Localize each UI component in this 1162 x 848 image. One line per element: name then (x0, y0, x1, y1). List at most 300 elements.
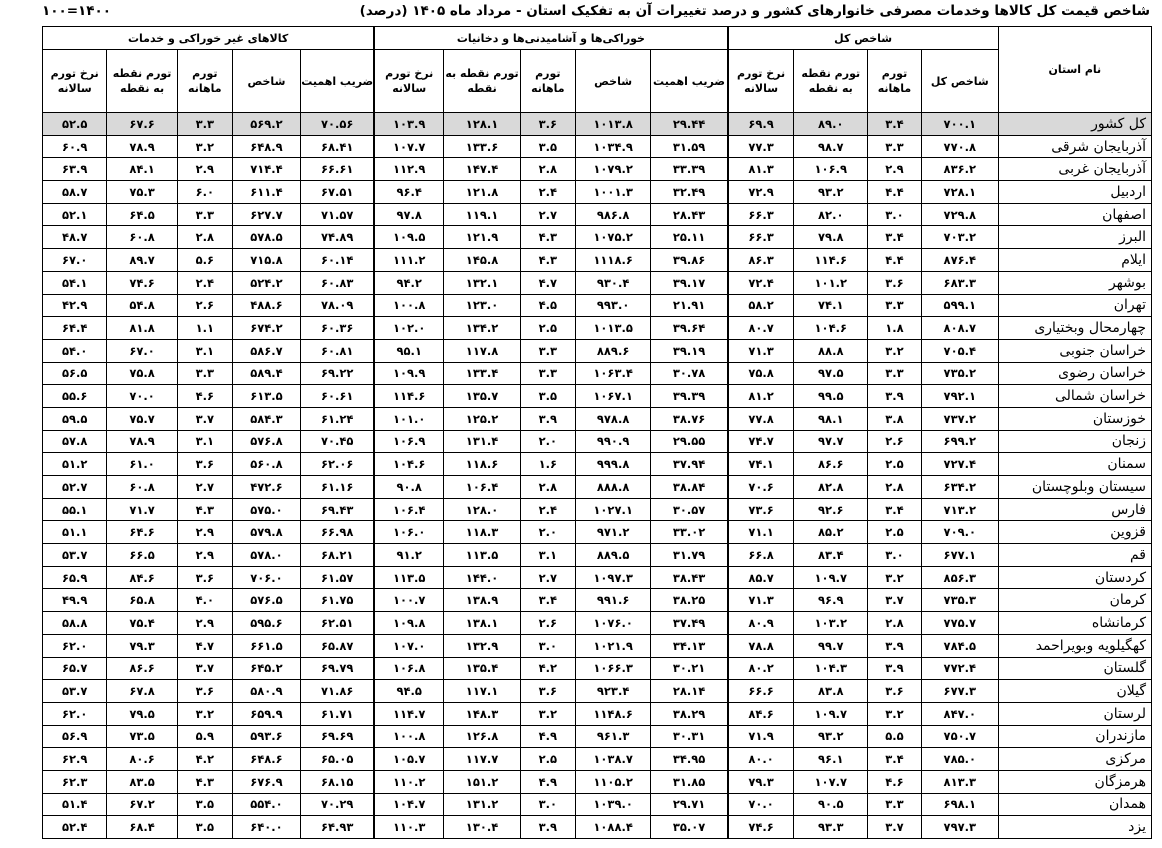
cell-overall-p2p: ۹۶.۹ (794, 589, 868, 612)
cell-food-monthly: ۳.۹ (520, 407, 575, 430)
cell-overall-annual: ۷۱.۹ (728, 725, 794, 748)
cell-nonfood-monthly: ۴.۰ (177, 589, 232, 612)
cell-overall-annual: ۷۱.۳ (728, 339, 794, 362)
cell-overall-monthly: ۳.۰ (868, 544, 922, 567)
cell-nonfood-monthly: ۴.۲ (177, 748, 232, 771)
cell-food-p2p: ۱۳۳.۴ (444, 362, 521, 385)
cell-nonfood-weight: ۶۱.۷۵ (301, 589, 375, 612)
cell-food-weight: ۳۹.۶۴ (651, 317, 728, 340)
cell-food-p2p: ۱۳۲.۱ (444, 271, 521, 294)
cell-overall-p2p: ۹۰.۵ (794, 793, 868, 816)
cell-overall-monthly: ۳.۷ (868, 816, 922, 839)
cell-food-index: ۹۷۸.۸ (575, 407, 651, 430)
cell-nonfood-p2p: ۶۵.۸ (107, 589, 177, 612)
cell-food-annual: ۱۰۳.۹ (374, 113, 443, 136)
cell-overall-p2p: ۱۰۹.۷ (794, 702, 868, 725)
cell-food-weight: ۳۹.۱۷ (651, 271, 728, 294)
cell-province-name: خراسان رضوی (998, 362, 1151, 385)
cell-food-index: ۹۹۹.۸ (575, 453, 651, 476)
cell-province-name: اردبیل (998, 181, 1151, 204)
cell-nonfood-p2p: ۶۰.۸ (107, 476, 177, 499)
cell-food-monthly: ۴.۹ (520, 770, 575, 793)
cell-overall-p2p: ۱۰۳.۲ (794, 612, 868, 635)
header-nonfood-p2p: تورم نقطه به نقطه (107, 50, 177, 113)
header-overall-p2p: تورم نقطه به نقطه (794, 50, 868, 113)
cell-food-p2p: ۱۲۸.۱ (444, 113, 521, 136)
cell-overall-p2p: ۹۷.۵ (794, 362, 868, 385)
cell-food-annual: ۱۱۰.۳ (374, 816, 443, 839)
cell-nonfood-monthly: ۳.۱ (177, 339, 232, 362)
cell-nonfood-index: ۷۱۵.۸ (232, 249, 300, 272)
cell-food-p2p: ۱۰۶.۴ (444, 476, 521, 499)
cell-overall-monthly: ۴.۴ (868, 181, 922, 204)
cell-nonfood-p2p: ۸۴.۶ (107, 566, 177, 589)
cell-food-monthly: ۳.۱ (520, 544, 575, 567)
cell-nonfood-monthly: ۵.۹ (177, 725, 232, 748)
table-row (43, 453, 1152, 476)
cell-overall-annual: ۸۰.۹ (728, 612, 794, 635)
cell-province-name: یزد (998, 816, 1151, 839)
cell-nonfood-annual: ۵۹.۵ (43, 407, 107, 430)
cell-nonfood-weight: ۷۱.۸۶ (301, 680, 375, 703)
cell-nonfood-monthly: ۲.۸ (177, 226, 232, 249)
cell-nonfood-p2p: ۶۷.۰ (107, 339, 177, 362)
cell-overall-p2p: ۸۳.۸ (794, 680, 868, 703)
cell-province-name: کهگیلویه وبویراحمد (998, 634, 1151, 657)
cell-overall-monthly: ۳.۲ (868, 566, 922, 589)
cell-overall-monthly: ۳.۳ (868, 294, 922, 317)
cell-food-p2p: ۱۲۸.۰ (444, 498, 521, 521)
cell-food-weight: ۳۷.۹۴ (651, 453, 728, 476)
cell-nonfood-p2p: ۷۵.۴ (107, 612, 177, 635)
cell-food-index: ۱۰۳۹.۰ (575, 793, 651, 816)
cell-nonfood-index: ۵۹۵.۶ (232, 612, 300, 635)
cell-nonfood-monthly: ۴.۳ (177, 498, 232, 521)
cell-food-p2p: ۱۱۸.۶ (444, 453, 521, 476)
header-nonfood-weight: ضریب اهمیت (301, 50, 375, 113)
cell-overall-index: ۷۰۵.۴ (921, 339, 998, 362)
cell-overall-annual: ۷۴.۷ (728, 430, 794, 453)
cell-food-weight: ۳۹.۸۶ (651, 249, 728, 272)
cell-food-index: ۱۰۳۸.۷ (575, 748, 651, 771)
cell-nonfood-annual: ۵۱.۲ (43, 453, 107, 476)
cell-nonfood-p2p: ۶۸.۴ (107, 816, 177, 839)
cell-overall-index: ۸۷۶.۴ (921, 249, 998, 272)
cell-food-annual: ۹۵.۱ (374, 339, 443, 362)
cell-province-name: ایلام (998, 249, 1151, 272)
cell-province-name: سیستان وبلوچستان (998, 476, 1151, 499)
cell-nonfood-monthly: ۳.۶ (177, 566, 232, 589)
cell-nonfood-p2p: ۷۳.۵ (107, 725, 177, 748)
cell-nonfood-annual: ۵۳.۷ (43, 544, 107, 567)
cell-food-p2p: ۱۳۸.۱ (444, 612, 521, 635)
cell-food-index: ۹۹۰.۹ (575, 430, 651, 453)
cell-nonfood-annual: ۵۵.۶ (43, 385, 107, 408)
cell-food-monthly: ۲.۵ (520, 317, 575, 340)
cell-overall-annual: ۷۷.۳ (728, 135, 794, 158)
cell-food-annual: ۱۰۴.۶ (374, 453, 443, 476)
cell-overall-annual: ۸۰.۰ (728, 748, 794, 771)
cell-nonfood-index: ۵۷۶.۵ (232, 589, 300, 612)
cell-food-index: ۹۸۶.۸ (575, 203, 651, 226)
cell-food-p2p: ۱۱۸.۳ (444, 521, 521, 544)
cell-food-p2p: ۱۳۵.۷ (444, 385, 521, 408)
cell-food-annual: ۱۰۷.۷ (374, 135, 443, 158)
cell-food-index: ۱۰۱۳.۸ (575, 113, 651, 136)
cell-nonfood-index: ۵۷۸.۰ (232, 544, 300, 567)
cell-overall-index: ۵۹۹.۱ (921, 294, 998, 317)
cell-overall-index: ۸۴۷.۰ (921, 702, 998, 725)
cell-nonfood-index: ۵۷۸.۵ (232, 226, 300, 249)
cell-food-monthly: ۴.۳ (520, 249, 575, 272)
cell-overall-index: ۶۷۷.۳ (921, 680, 998, 703)
cell-nonfood-annual: ۶۴.۴ (43, 317, 107, 340)
cell-food-monthly: ۳.۰ (520, 793, 575, 816)
cell-nonfood-index: ۶۱۳.۵ (232, 385, 300, 408)
cell-nonfood-monthly: ۳.۲ (177, 135, 232, 158)
cell-nonfood-weight: ۶۵.۸۷ (301, 634, 375, 657)
cell-province-name: کردستان (998, 566, 1151, 589)
cell-overall-p2p: ۸۹.۰ (794, 113, 868, 136)
cell-overall-index: ۷۲۸.۱ (921, 181, 998, 204)
cell-overall-index: ۷۹۷.۳ (921, 816, 998, 839)
cell-food-monthly: ۲.۷ (520, 203, 575, 226)
cell-overall-monthly: ۱.۸ (868, 317, 922, 340)
header-nonfood-monthly: تورم ماهانه (177, 50, 232, 113)
cell-overall-p2p: ۸۸.۸ (794, 339, 868, 362)
cell-food-monthly: ۱.۶ (520, 453, 575, 476)
table-row (43, 294, 1152, 317)
cell-nonfood-p2p: ۶۷.۶ (107, 113, 177, 136)
cell-food-weight: ۲۹.۷۱ (651, 793, 728, 816)
cell-nonfood-monthly: ۴.۶ (177, 385, 232, 408)
cell-food-index: ۹۹۱.۶ (575, 589, 651, 612)
cell-nonfood-weight: ۷۰.۴۵ (301, 430, 375, 453)
cell-nonfood-index: ۶۵۹.۹ (232, 702, 300, 725)
cell-overall-index: ۸۳۶.۲ (921, 158, 998, 181)
cell-overall-p2p: ۹۸.۷ (794, 135, 868, 158)
cell-nonfood-weight: ۶۰.۸۳ (301, 271, 375, 294)
cell-overall-annual: ۷۸.۸ (728, 634, 794, 657)
cell-food-weight: ۳۵.۰۷ (651, 816, 728, 839)
cell-overall-index: ۷۲۷.۴ (921, 453, 998, 476)
cell-food-index: ۱۰۸۸.۴ (575, 816, 651, 839)
cell-food-index: ۱۱۰۵.۲ (575, 770, 651, 793)
cell-food-index: ۱۰۹۷.۳ (575, 566, 651, 589)
cell-food-annual: ۹۴.۵ (374, 680, 443, 703)
cell-nonfood-index: ۶۲۷.۷ (232, 203, 300, 226)
header-nonfood-annual: نرخ تورم سالانه (43, 50, 107, 113)
cell-food-monthly: ۲.۷ (520, 566, 575, 589)
cell-overall-p2p: ۸۵.۲ (794, 521, 868, 544)
cell-food-p2p: ۱۴۵.۸ (444, 249, 521, 272)
table-row (43, 226, 1152, 249)
cell-nonfood-p2p: ۶۴.۵ (107, 203, 177, 226)
cell-overall-annual: ۷۴.۶ (728, 816, 794, 839)
cell-food-index: ۹۹۳.۰ (575, 294, 651, 317)
cell-overall-annual: ۶۶.۸ (728, 544, 794, 567)
cell-overall-monthly: ۲.۶ (868, 430, 922, 453)
cell-food-p2p: ۱۴۸.۳ (444, 702, 521, 725)
cell-nonfood-p2p: ۷۵.۸ (107, 362, 177, 385)
cell-food-weight: ۳۰.۷۸ (651, 362, 728, 385)
cell-food-index: ۹۳۰.۴ (575, 271, 651, 294)
cell-food-index: ۱۱۴۸.۶ (575, 702, 651, 725)
cell-nonfood-p2p: ۷۹.۳ (107, 634, 177, 657)
cell-nonfood-index: ۶۴۵.۲ (232, 657, 300, 680)
cell-nonfood-index: ۷۱۴.۴ (232, 158, 300, 181)
cell-overall-index: ۷۳۷.۲ (921, 407, 998, 430)
cell-overall-index: ۷۰۰.۱ (921, 113, 998, 136)
cell-food-monthly: ۲.۸ (520, 476, 575, 499)
cell-overall-index: ۶۷۷.۱ (921, 544, 998, 567)
cell-overall-monthly: ۴.۴ (868, 249, 922, 272)
cell-food-monthly: ۲.۴ (520, 181, 575, 204)
table-row (43, 680, 1152, 703)
cell-food-monthly: ۳.۳ (520, 362, 575, 385)
header-overall-annual: نرخ تورم سالانه (728, 50, 794, 113)
table-row (43, 476, 1152, 499)
table-row (43, 612, 1152, 635)
cell-nonfood-annual: ۵۲.۴ (43, 816, 107, 839)
cell-nonfood-p2p: ۷۵.۳ (107, 181, 177, 204)
cell-overall-annual: ۷۳.۶ (728, 498, 794, 521)
header-food-index: شاخص (575, 50, 651, 113)
cell-nonfood-index: ۵۷۵.۰ (232, 498, 300, 521)
cell-food-weight: ۳۸.۷۶ (651, 407, 728, 430)
cell-overall-index: ۸۱۳.۳ (921, 770, 998, 793)
cell-food-p2p: ۱۲۱.۸ (444, 181, 521, 204)
cell-province-name: خراسان جنوبی (998, 339, 1151, 362)
cell-food-index: ۱۰۲۱.۹ (575, 634, 651, 657)
cell-food-monthly: ۲.۸ (520, 158, 575, 181)
cell-overall-annual: ۸۰.۷ (728, 317, 794, 340)
cell-food-weight: ۳۴.۹۵ (651, 748, 728, 771)
cell-food-annual: ۹۶.۴ (374, 181, 443, 204)
cell-nonfood-weight: ۶۸.۲۱ (301, 544, 375, 567)
cell-nonfood-index: ۵۹۳.۶ (232, 725, 300, 748)
cell-overall-annual: ۵۸.۲ (728, 294, 794, 317)
cell-food-p2p: ۱۳۵.۴ (444, 657, 521, 680)
cell-food-annual: ۱۰۱.۰ (374, 407, 443, 430)
cell-overall-index: ۷۳۵.۲ (921, 362, 998, 385)
cell-overall-p2p: ۹۳.۲ (794, 181, 868, 204)
cell-food-index: ۱۱۱۸.۶ (575, 249, 651, 272)
header-group-overall: شاخص کل (728, 27, 998, 50)
cell-nonfood-monthly: ۳.۳ (177, 362, 232, 385)
cell-food-index: ۹۶۱.۳ (575, 725, 651, 748)
cell-food-weight: ۳۴.۱۳ (651, 634, 728, 657)
cell-province-name: کل کشور (998, 113, 1151, 136)
header-food-p2p: تورم نقطه به نقطه (444, 50, 521, 113)
table-row (43, 362, 1152, 385)
cell-overall-annual: ۷۵.۸ (728, 362, 794, 385)
cell-food-annual: ۱۱۲.۹ (374, 158, 443, 181)
cell-food-monthly: ۳.۲ (520, 702, 575, 725)
cell-nonfood-p2p: ۷۹.۵ (107, 702, 177, 725)
cell-nonfood-annual: ۵۸.۸ (43, 612, 107, 635)
cell-nonfood-p2p: ۸۱.۸ (107, 317, 177, 340)
cell-food-weight: ۳۰.۵۷ (651, 498, 728, 521)
header-food-monthly: تورم ماهانه (520, 50, 575, 113)
cell-nonfood-annual: ۶۰.۹ (43, 135, 107, 158)
cell-food-monthly: ۳.۳ (520, 339, 575, 362)
cell-nonfood-index: ۵۲۴.۲ (232, 271, 300, 294)
cell-overall-p2p: ۹۹.۵ (794, 385, 868, 408)
cell-nonfood-weight: ۶۰.۶۱ (301, 385, 375, 408)
cell-overall-monthly: ۳.۳ (868, 793, 922, 816)
cell-nonfood-monthly: ۳.۳ (177, 113, 232, 136)
cell-food-annual: ۱۱۴.۷ (374, 702, 443, 725)
header-food-weight: ضریب اهمیت (651, 50, 728, 113)
cell-nonfood-weight: ۶۶.۶۱ (301, 158, 375, 181)
cell-food-index: ۱۰۳۴.۹ (575, 135, 651, 158)
cell-food-monthly: ۲.۶ (520, 612, 575, 635)
cell-overall-index: ۷۷۰.۸ (921, 135, 998, 158)
cell-food-p2p: ۱۴۷.۴ (444, 158, 521, 181)
cell-overall-annual: ۷۱.۳ (728, 589, 794, 612)
cell-province-name: البرز (998, 226, 1151, 249)
cell-nonfood-monthly: ۳.۶ (177, 680, 232, 703)
table-row (43, 770, 1152, 793)
cell-overall-p2p: ۹۸.۱ (794, 407, 868, 430)
cell-province-name: لرستان (998, 702, 1151, 725)
cell-food-weight: ۳۱.۷۹ (651, 544, 728, 567)
cell-overall-monthly: ۳.۴ (868, 226, 922, 249)
cell-food-p2p: ۱۳۴.۲ (444, 317, 521, 340)
cell-province-name: سمنان (998, 453, 1151, 476)
table-row (43, 793, 1152, 816)
cell-food-index: ۸۸۹.۵ (575, 544, 651, 567)
cell-nonfood-annual: ۶۲.۳ (43, 770, 107, 793)
cell-nonfood-weight: ۶۱.۷۱ (301, 702, 375, 725)
cell-overall-index: ۶۳۴.۲ (921, 476, 998, 499)
cell-overall-index: ۷۳۵.۳ (921, 589, 998, 612)
cell-nonfood-annual: ۵۶.۵ (43, 362, 107, 385)
cell-nonfood-monthly: ۲.۴ (177, 271, 232, 294)
cell-food-annual: ۹۴.۲ (374, 271, 443, 294)
cell-overall-index: ۷۰۹.۰ (921, 521, 998, 544)
cell-nonfood-annual: ۵۵.۱ (43, 498, 107, 521)
cell-overall-p2p: ۱۰۴.۶ (794, 317, 868, 340)
cell-overall-monthly: ۳.۹ (868, 385, 922, 408)
header-group-food: خوراکی‌ها و آشامیدنی‌ها و دخانیات (374, 27, 727, 50)
header-province: نام استان (998, 27, 1151, 113)
cell-food-annual: ۱۰۹.۸ (374, 612, 443, 635)
cell-food-annual: ۹۱.۲ (374, 544, 443, 567)
cell-food-p2p: ۱۲۶.۸ (444, 725, 521, 748)
cell-food-weight: ۳۳.۰۲ (651, 521, 728, 544)
table-row-total (43, 113, 1152, 136)
cell-overall-index: ۶۸۳.۳ (921, 271, 998, 294)
cell-nonfood-monthly: ۶.۰ (177, 181, 232, 204)
cell-nonfood-annual: ۴۹.۹ (43, 589, 107, 612)
cell-province-name: مرکزی (998, 748, 1151, 771)
cell-nonfood-annual: ۵۷.۸ (43, 430, 107, 453)
cell-overall-p2p: ۸۲.۰ (794, 203, 868, 226)
cell-nonfood-monthly: ۲.۷ (177, 476, 232, 499)
cell-nonfood-weight: ۶۲.۰۶ (301, 453, 375, 476)
table-row (43, 339, 1152, 362)
cell-nonfood-annual: ۶۲.۰ (43, 702, 107, 725)
cell-overall-index: ۷۷۲.۴ (921, 657, 998, 680)
cell-nonfood-p2p: ۶۰.۸ (107, 226, 177, 249)
table-row (43, 702, 1152, 725)
cell-overall-p2p: ۸۶.۶ (794, 453, 868, 476)
cell-overall-index: ۷۷۵.۷ (921, 612, 998, 635)
cell-overall-p2p: ۱۰۴.۳ (794, 657, 868, 680)
cell-nonfood-p2p: ۶۱.۰ (107, 453, 177, 476)
cell-province-name: گلستان (998, 657, 1151, 680)
cell-province-name: زنجان (998, 430, 1151, 453)
cell-province-name: تهران (998, 294, 1151, 317)
cell-overall-index: ۷۵۰.۷ (921, 725, 998, 748)
cell-nonfood-index: ۵۷۶.۸ (232, 430, 300, 453)
cell-overall-monthly: ۳.۹ (868, 657, 922, 680)
cell-province-name: فارس (998, 498, 1151, 521)
cell-nonfood-monthly: ۳.۳ (177, 203, 232, 226)
cell-nonfood-weight: ۶۷.۵۱ (301, 181, 375, 204)
cell-nonfood-index: ۶۴۸.۶ (232, 748, 300, 771)
cell-nonfood-monthly: ۲.۹ (177, 612, 232, 635)
cell-overall-annual: ۶۶.۳ (728, 226, 794, 249)
cell-nonfood-index: ۶۷۴.۲ (232, 317, 300, 340)
cell-food-annual: ۱۰۰.۸ (374, 725, 443, 748)
cell-nonfood-weight: ۶۶.۹۸ (301, 521, 375, 544)
cell-nonfood-weight: ۷۴.۸۹ (301, 226, 375, 249)
cell-nonfood-index: ۴۸۸.۶ (232, 294, 300, 317)
cell-food-weight: ۳۸.۴۳ (651, 566, 728, 589)
cell-food-annual: ۱۱۱.۲ (374, 249, 443, 272)
cell-overall-monthly: ۲.۵ (868, 453, 922, 476)
cell-nonfood-monthly: ۴.۷ (177, 634, 232, 657)
cell-overall-annual: ۷۲.۴ (728, 271, 794, 294)
cell-food-annual: ۱۰۹.۵ (374, 226, 443, 249)
cell-overall-p2p: ۹۳.۳ (794, 816, 868, 839)
cell-nonfood-p2p: ۷۴.۶ (107, 271, 177, 294)
cell-province-name: اصفهان (998, 203, 1151, 226)
cell-food-weight: ۳۸.۸۴ (651, 476, 728, 499)
cell-food-index: ۱۰۶۷.۱ (575, 385, 651, 408)
table-title: شاخص قیمت کل کالاها وخدمات مصرفی خانوارهای کشور و درصد تغییرات آن به تفکیک استان - مرداد ماه ۱۴۰۵ (درصد) (359, 3, 1150, 19)
header-overall-monthly: تورم ماهانه (868, 50, 922, 113)
cell-nonfood-annual: ۶۲.۰ (43, 634, 107, 657)
cell-nonfood-annual: ۶۲.۹ (43, 748, 107, 771)
cell-nonfood-weight: ۶۰.۳۶ (301, 317, 375, 340)
cell-food-annual: ۱۰۹.۹ (374, 362, 443, 385)
cell-nonfood-p2p: ۷۰.۰ (107, 385, 177, 408)
cell-overall-annual: ۸۴.۶ (728, 702, 794, 725)
cell-overall-p2p: ۹۲.۶ (794, 498, 868, 521)
cell-overall-monthly: ۳.۳ (868, 362, 922, 385)
cell-food-monthly: ۲.۰ (520, 430, 575, 453)
cell-overall-p2p: ۱۰۱.۲ (794, 271, 868, 294)
cell-food-monthly: ۴.۵ (520, 294, 575, 317)
cell-overall-index: ۸۰۸.۷ (921, 317, 998, 340)
cell-nonfood-p2p: ۶۶.۵ (107, 544, 177, 567)
cell-nonfood-weight: ۶۲.۵۱ (301, 612, 375, 635)
cell-food-weight: ۳۳.۳۹ (651, 158, 728, 181)
cell-overall-index: ۷۰۳.۲ (921, 226, 998, 249)
cell-nonfood-index: ۷۰۶.۰ (232, 566, 300, 589)
cell-food-p2p: ۱۱۷.۸ (444, 339, 521, 362)
cell-food-monthly: ۳.۰ (520, 634, 575, 657)
cell-nonfood-monthly: ۳.۷ (177, 657, 232, 680)
cell-food-weight: ۲۸.۱۴ (651, 680, 728, 703)
table-row (43, 203, 1152, 226)
cell-food-index: ۸۸۸.۸ (575, 476, 651, 499)
cell-overall-monthly: ۳.۲ (868, 339, 922, 362)
